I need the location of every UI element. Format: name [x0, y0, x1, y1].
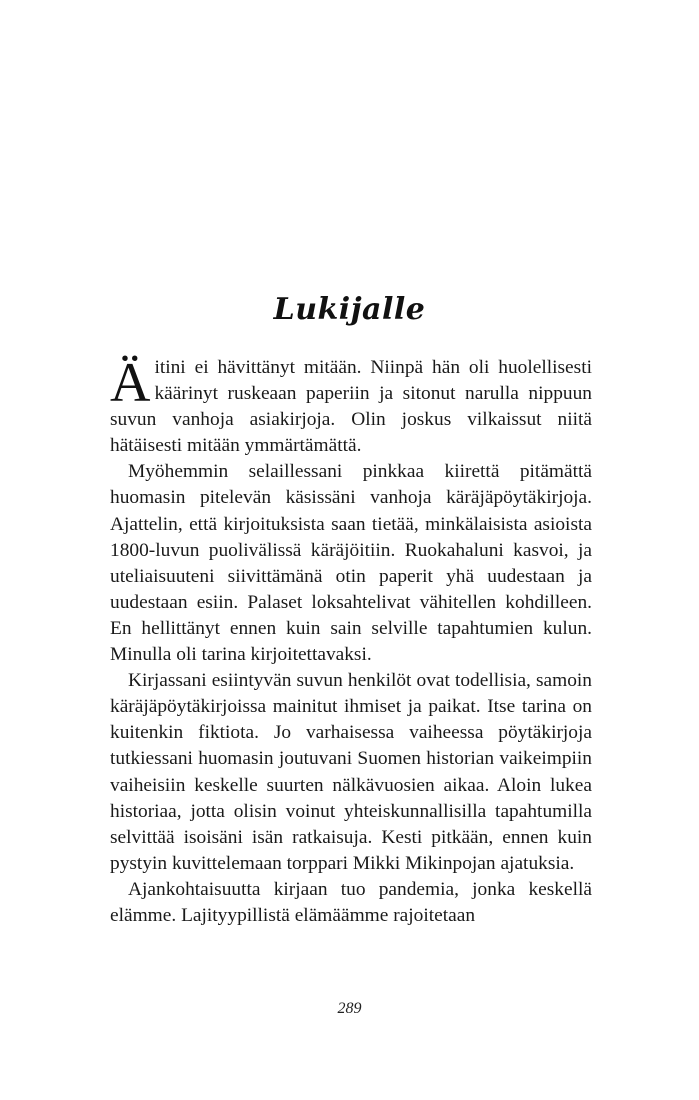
paragraph-text: itini ei hävittänyt mitään. Niinpä hän oli huolellisesti käärinyt ruskeaan paperiin ja sitonut narulla nippuun suvun vanhoja asiakirjoja. Olin joskus vilkaissut niitä hätäisesti mitään ymmärtämättä. — [110, 357, 592, 457]
paragraph: Kirjassani esiintyvän suvun henkilöt ovat todellisia, samoin käräjäpöytäkirjoissa mainitut ihmiset ja paikat. Itse tarina on kuitenkin fiktiota. Jo varhaisessa vaiheessa pöytäkirjoja tutkiessani huomasin joutuvani Suomen historian vaikeimpiin vaiheisiin keskelle suurten nälkävuosien aikaa. Aloin lukea historiaa, jotta olisin voinut yhteiskunnallisilla tapahtumilla selvittää isoisäni isän ratkaisuja. Kesti pitkään, ennen kuin pystyin kuvittelemaan torppari Mikki Mikinpojan ajatuksia. — [110, 670, 592, 874]
chapter-title: Lukijalle — [273, 292, 426, 328]
body-text — [110, 352, 592, 929]
page-number: 289 — [337, 1000, 362, 1017]
paragraph — [110, 352, 592, 459]
drop-cap: Ä — [110, 352, 151, 414]
paragraph: Ajankohtaisuutta kirjaan tuo pandemia, jonka keskellä elämme. Lajityypillistä elämäämme rajoitetaan — [110, 878, 592, 926]
paragraph: Myöhemmin selaillessani pinkkaa kiirettä pitämättä huomasin pitelevän käsissäni vanhoja käräjäpöytäkirjoja. Ajattelin, että kirjoituksista saan tietää, minkälaisista asioista 1800-luvun puolivälissä käräjöitiin. Ruokahaluni kasvoi, ja uteliaisuuteni siivittämänä otin paperit yhä uudestaan ja uudestaan esiin. Palaset loksahtelivat vähitellen kohdilleen. En hellittänyt ennen kuin sain selville tapahtumien kulun. Minulla oli tarina kirjoitettavaksi. — [110, 461, 592, 666]
